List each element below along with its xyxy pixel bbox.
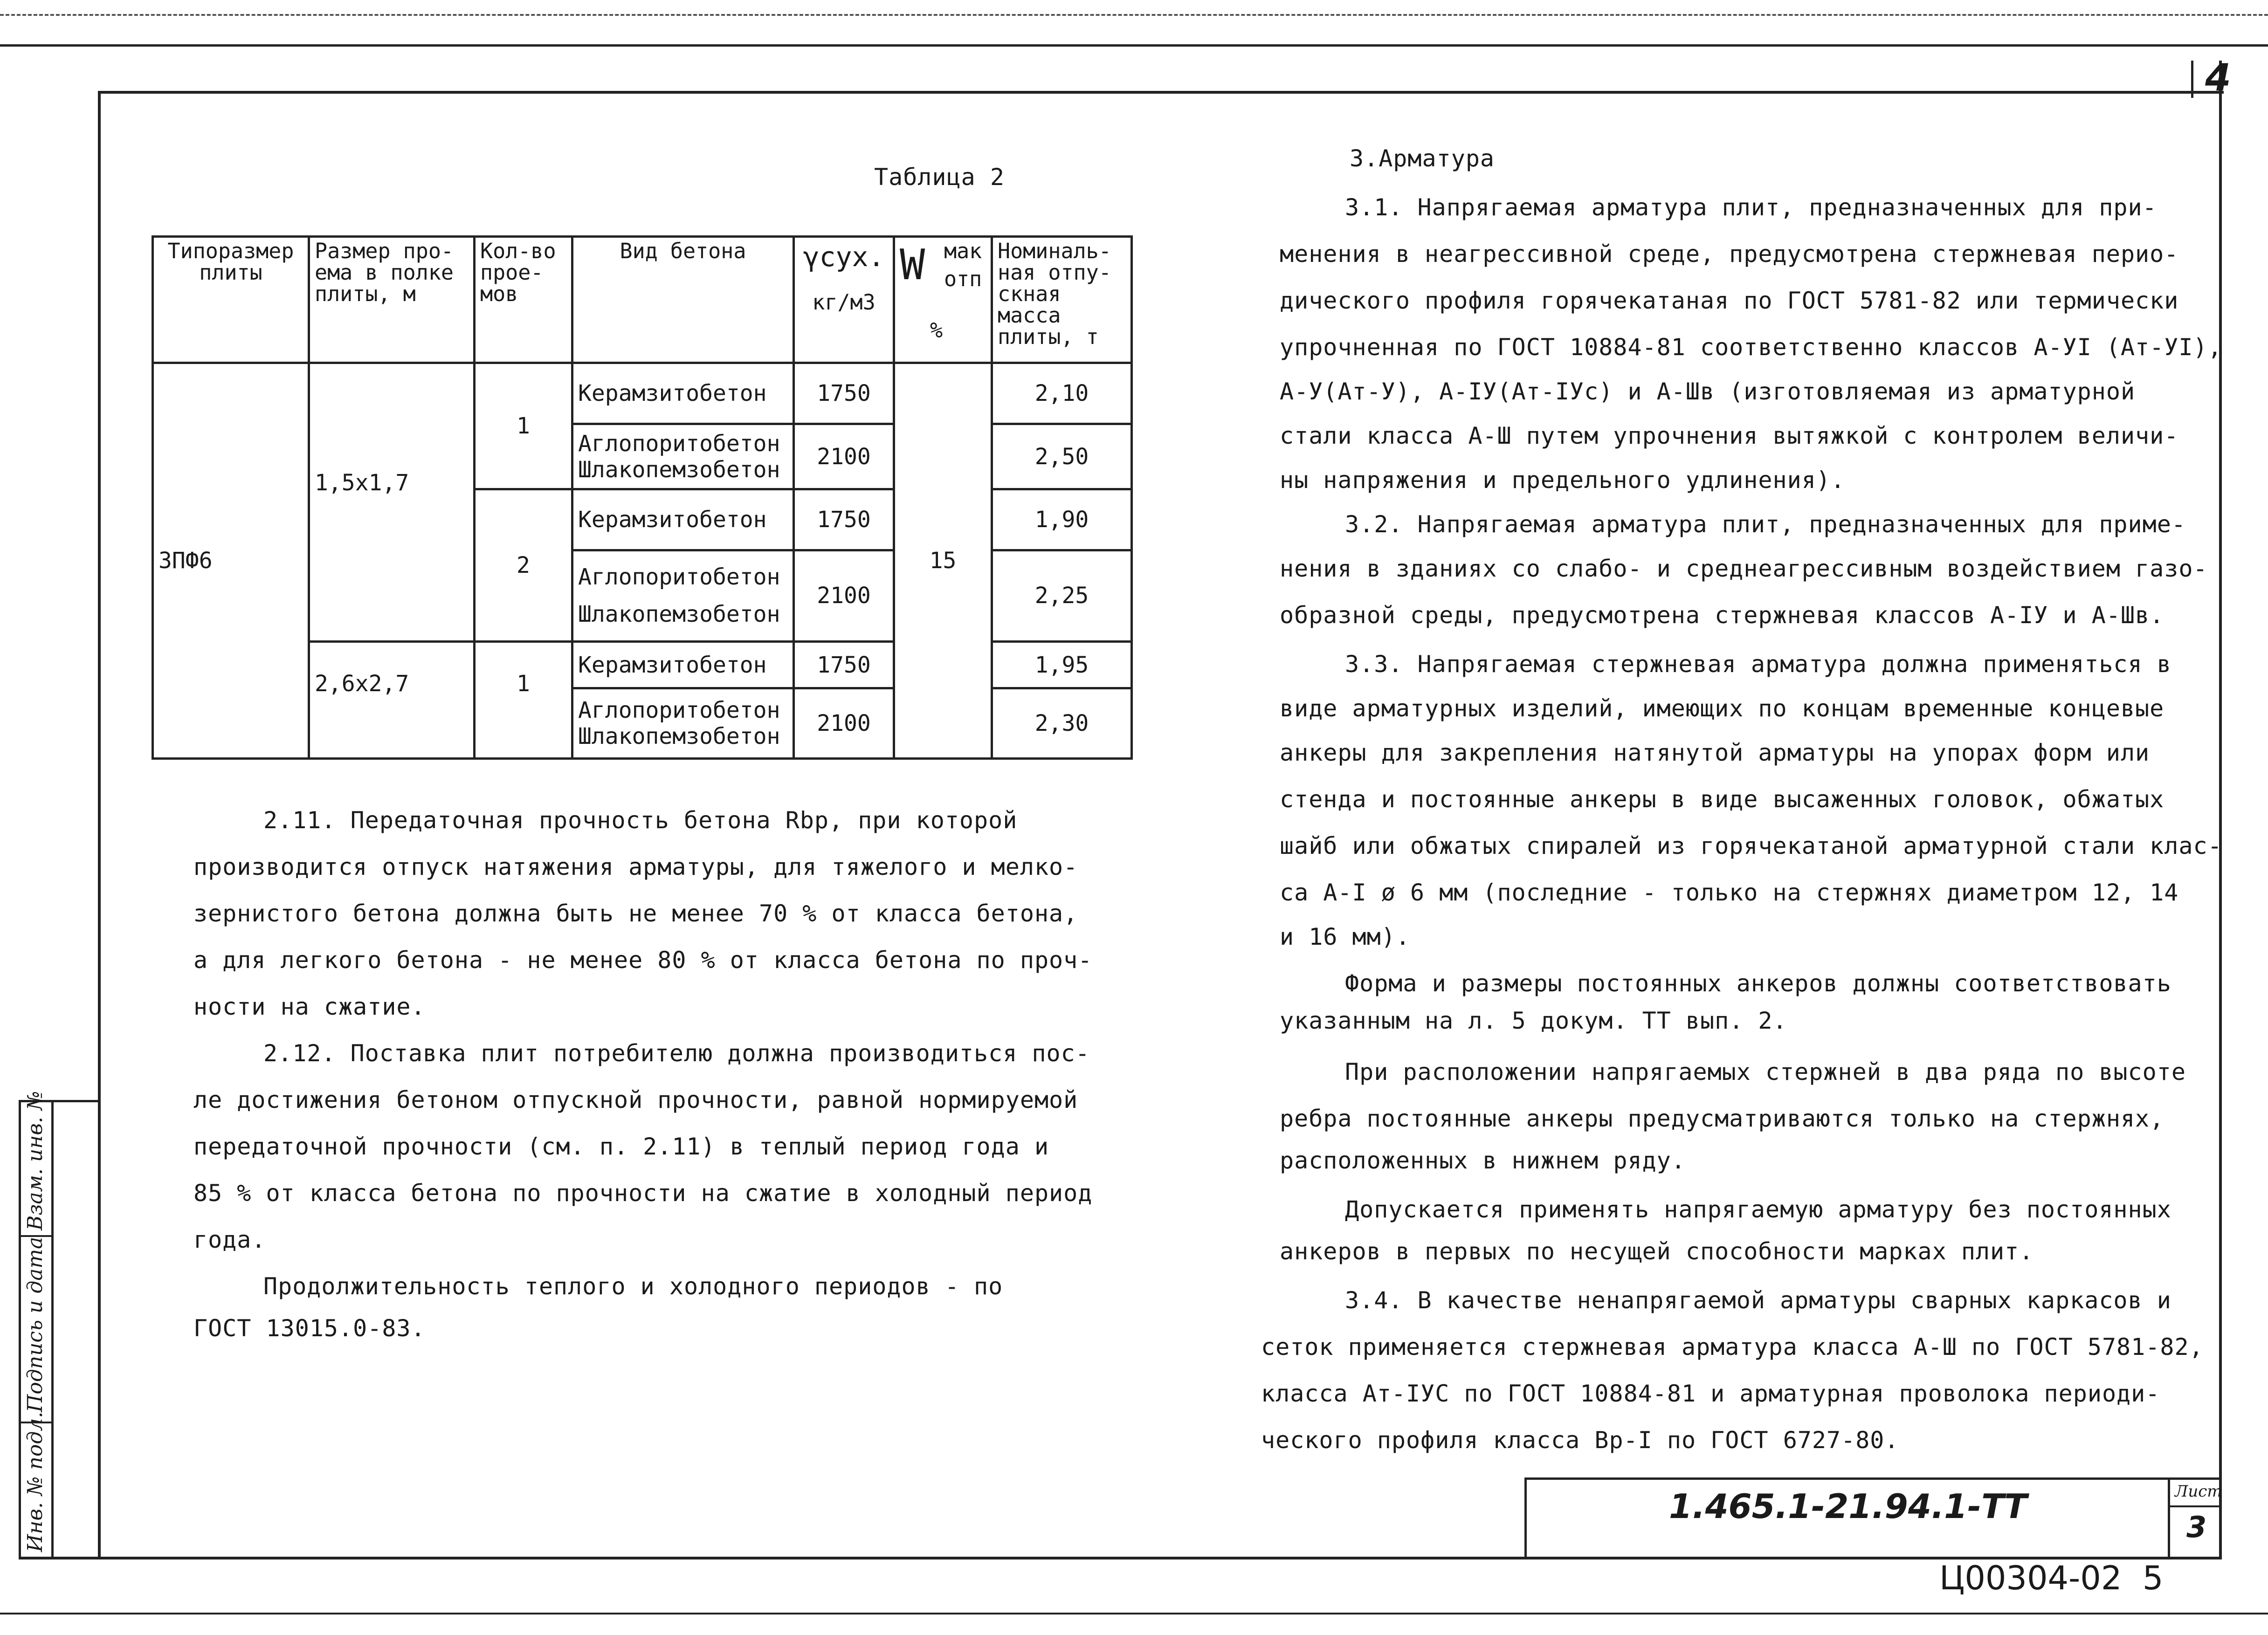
top-frame-line (0, 44, 2268, 47)
right-line: виде арматурных изделий, имеющих по концам временные концевые (1280, 695, 2165, 722)
page-number: 4 (2205, 56, 2231, 99)
right-line: При расположении напрягаемых стержней в два ряда по высоте (1345, 1058, 2186, 1085)
right-line: и 16 мм). (1280, 923, 1410, 950)
table-2 (152, 235, 1133, 760)
stamp-sheet-divider (2168, 1477, 2170, 1559)
frame-right (2219, 61, 2222, 1559)
frame-left (98, 91, 101, 1559)
header-count: Кол-во прое-мов (475, 237, 572, 363)
side-strip-mid (51, 1100, 54, 1559)
side-label-inv: Инв. № подл. (23, 1411, 47, 1552)
header-concrete: Вид бетона (572, 237, 794, 363)
cell-mass: 2,25 (992, 550, 1132, 641)
cell-density: 2100 (794, 688, 894, 759)
left-para-2-12-line5: года. (193, 1226, 266, 1253)
bottom-edge-line (0, 1613, 2268, 1614)
cell-mass: 2,30 (992, 688, 1132, 759)
header-moisture-unit: % (930, 318, 943, 343)
cell-concrete (572, 550, 794, 641)
right-line: нения в зданиях со слабо- и среднеагрессивным воздействием газо- (1280, 555, 2208, 582)
left-para-duration-line2: ГОСТ 13015.0-83. (193, 1315, 426, 1342)
right-line: Допускается применять напрягаемую арматуру без постоянных (1345, 1196, 2171, 1223)
header-moisture-sup: мак (944, 239, 982, 263)
right-line: са А-I ø 6 мм (последние - только на стержнях диаметром 12, 14 (1280, 879, 2179, 906)
cell-type: ЗПФ6 (153, 363, 309, 759)
stamp-code: 1.465.1-21.94.1-ТТ (1669, 1487, 2027, 1526)
cell-mass: 2,10 (992, 363, 1132, 424)
left-para-2-11-line3: зернистого бетона должна быть не менее 70 % от класса бетона, (193, 900, 1078, 927)
side-label-sign: Подпись и дата (23, 1237, 47, 1412)
table-header-row (153, 237, 1132, 363)
side-label-replace: Взам. инв. № (23, 1091, 47, 1230)
right-line: анкеры для закрепления натянутой арматуры на упорах форм или (1280, 739, 2150, 766)
right-line: Форма и размеры постоянных анкеров должны соответствовать (1345, 970, 2171, 997)
right-line: стенда и постоянные анкеры в виде высаженных головок, обжатых (1280, 786, 2165, 813)
stamp-sheet-label: Лист (2175, 1482, 2222, 1501)
right-line: упрочненная по ГОСТ 10884-81 соответственно классов А-УI (Ат-УI), (1280, 334, 2222, 361)
cell-mass: 2,50 (992, 424, 1132, 489)
cell-count-1: 1 (475, 363, 572, 489)
cell-moisture: 15 (894, 363, 992, 759)
right-line: дического профиля горячекатаная по ГОСТ 5781-82 или термически (1280, 287, 2179, 314)
cell-mass: 1,90 (992, 489, 1132, 550)
cell-density: 1750 (794, 489, 894, 550)
frame-bottom (19, 1557, 2222, 1559)
left-para-duration-line1: Продолжительность теплого и холодного периодов - по (263, 1273, 1003, 1300)
section-3-heading: 3.Арматура (1350, 145, 1495, 172)
header-density (794, 237, 894, 363)
page-number-box-left (2191, 61, 2193, 98)
stamp-sheet-number: 3 (2186, 1510, 2207, 1544)
cell-density: 2100 (794, 550, 894, 641)
stamp-left (1524, 1477, 1527, 1559)
cell-density: 1750 (794, 363, 894, 424)
right-line: анкеров в первых по несущей способности марках плит. (1280, 1238, 2034, 1265)
cell-concrete-line2: Шлакопемзобетон (578, 723, 780, 750)
left-para-2-11-line1: 2.11. Передаточная прочность бетона Rbp, при которой (263, 807, 1018, 834)
cell-concrete: Керамзитобетон (572, 489, 794, 550)
table-row (153, 363, 1132, 424)
left-para-2-12-line3: передаточной прочности (см. п. 2.11) в теплый период года и (193, 1133, 1049, 1160)
cell-concrete-line1: Аглопоритобетон (578, 430, 780, 457)
cell-concrete (572, 424, 794, 489)
cell-density: 2100 (794, 424, 894, 489)
right-line: менения в неагрессивной среде, предусмотрена стержневая перио- (1280, 240, 2179, 268)
cell-concrete-line1: Аглопоритобетон (578, 697, 780, 724)
cell-count-2: 2 (475, 489, 572, 641)
header-size: Размер про-ема в полке плиты, м (309, 237, 475, 363)
left-para-2-11-line4: а для легкого бетона - не менее 80 % от класса бетона по проч- (193, 947, 1093, 974)
cell-concrete-line2: Шлакопемзобетон (578, 601, 780, 628)
cell-mass: 1,95 (992, 641, 1132, 688)
right-line: А-У(Ат-У), А-IУ(Ат-IУс) и А-Шв (изготовляемая из арматурной (1280, 378, 2136, 405)
cell-concrete-line1: Аглопоритобетон (578, 564, 780, 591)
cell-size-a: 1,5х1,7 (309, 363, 475, 642)
cell-concrete: Керамзитобетон (572, 641, 794, 688)
left-para-2-11-line5: ности на сжатие. (193, 993, 426, 1020)
header-type: Типоразмер плиты (153, 237, 309, 363)
cell-concrete (572, 688, 794, 759)
right-line: 3.2. Напрягаемая арматура плит, предназначенных для приме- (1345, 511, 2186, 538)
top-scan-edge (0, 14, 2268, 16)
stamp-top (1524, 1477, 2222, 1480)
header-moisture-sub: отп (944, 267, 982, 291)
cell-size-b: 2,6х2,7 (309, 641, 475, 758)
archive-number: Ц00304-02 5 (1939, 1559, 2164, 1597)
right-line: сеток применяется стержневая арматура класса А-Ш по ГОСТ 5781-82, (1261, 1333, 2204, 1360)
left-para-2-12-line2: ле достижения бетоном отпускной прочности, равной нормируемой (193, 1086, 1078, 1113)
stamp-sheet-hline (2168, 1505, 2222, 1507)
right-line: шайб или обжатых спиралей из горячекатаной арматурной стали клас- (1280, 832, 2222, 859)
cell-count-3: 1 (475, 641, 572, 758)
header-moisture-symbol: W (900, 240, 925, 289)
header-moisture (894, 237, 992, 363)
right-line: ны напряжения и предельного удлинения). (1280, 467, 1845, 494)
right-line: указанным на л. 5 докум. ТТ вып. 2. (1280, 1007, 1787, 1034)
right-line: ребра постоянные анкеры предусматриваются только на стержнях, (1280, 1105, 2165, 1132)
right-line: 3.1. Напрягаемая арматура плит, предназначенных для при- (1345, 194, 2157, 221)
right-line: 3.3. Напрягаемая стержневая арматура должна применяться в (1345, 651, 2171, 678)
cell-concrete: Керамзитобетон (572, 363, 794, 424)
side-strip-left (19, 1100, 21, 1559)
right-line: класса Ат-IУС по ГОСТ 10884-81 и арматурная проволока периоди- (1261, 1380, 2160, 1407)
frame-top (98, 91, 2224, 94)
right-line: расположенных в нижнем ряду. (1280, 1147, 1686, 1174)
left-para-2-11-line2: производится отпуск натяжения арматуры, для тяжелого и мелко- (193, 853, 1078, 880)
left-para-2-12-line1: 2.12. Поставка плит потребителю должна производиться пос- (263, 1040, 1090, 1067)
header-mass: Номиналь-ная отпу-скная масса плиты, т (992, 237, 1132, 363)
table-caption: Таблица 2 (874, 164, 1005, 191)
cell-concrete-line2: Шлакопемзобетон (578, 456, 780, 483)
cell-density: 1750 (794, 641, 894, 688)
header-density-unit: кг/м3 (812, 290, 875, 315)
left-para-2-12-line4: 85 % от класса бетона по прочности на сжатие в холодный период (193, 1180, 1093, 1207)
right-line: ческого профиля класса Вр-I по ГОСТ 6727-80. (1261, 1427, 1899, 1454)
right-line: образной среды, предусмотрена стержневая классов А-IУ и А-Шв. (1280, 602, 2165, 629)
header-density-symbol: γсух. (803, 241, 885, 273)
right-line: 3.4. В качестве ненапрягаемой арматуры сварных каркасов и (1345, 1287, 2171, 1314)
right-line: стали класса А-Ш путем упрочнения вытяжкой с контролем величи- (1280, 422, 2179, 449)
